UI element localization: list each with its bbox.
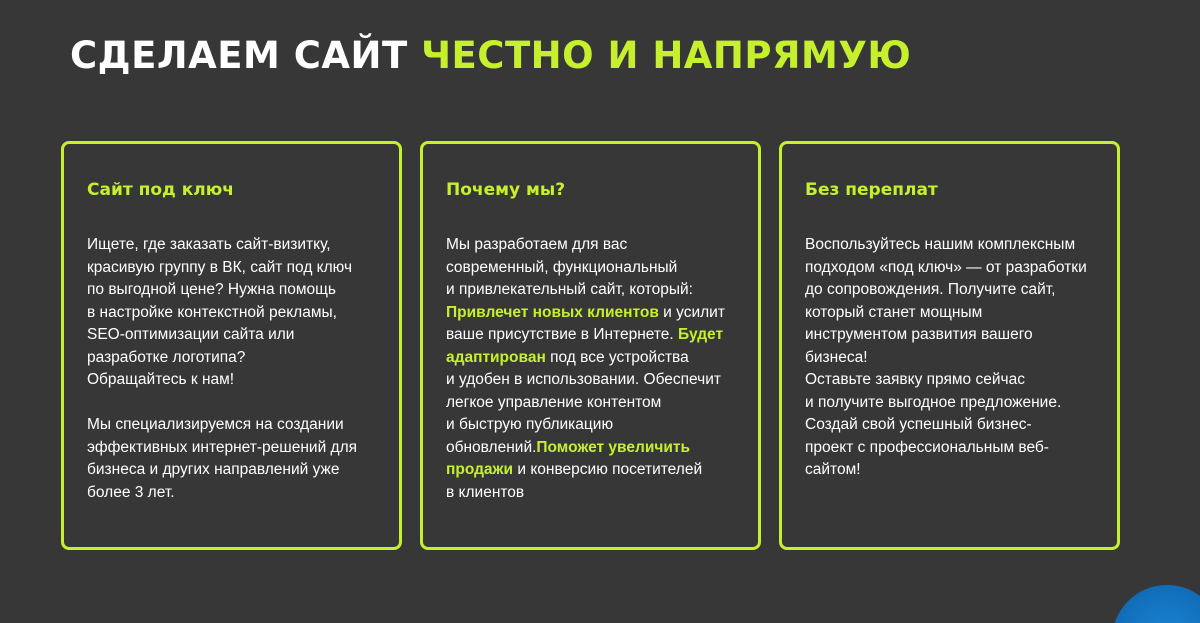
heading-white-part: СДЕЛАЕМ САЙТ bbox=[70, 34, 408, 77]
card-text-line: разработке логотипа? bbox=[87, 348, 246, 366]
text-fragment: и усилит bbox=[658, 303, 725, 321]
text-fragment: под все устройства bbox=[545, 348, 689, 366]
card-text-line: красивую группу в ВК, сайт под ключ bbox=[87, 258, 353, 276]
highlight-text: продажи bbox=[446, 461, 514, 478]
card-text-line: в клиентов bbox=[446, 483, 525, 501]
card-text-line: бизнеса! bbox=[805, 348, 868, 366]
highlight-text: адаптирован bbox=[446, 348, 546, 366]
card-text bbox=[87, 234, 377, 504]
card-text-line: по выгодной цене? Нужна помощь bbox=[87, 281, 336, 298]
card-text-line: SEO-оптимизации сайта или bbox=[87, 326, 295, 343]
card-text-line: подходом «под ключ» — от разработки bbox=[805, 258, 1087, 276]
card-no-overpay bbox=[779, 141, 1120, 550]
card-text-line: в настройке контекстной рекламы, bbox=[87, 303, 337, 321]
card-title: Без переплат bbox=[805, 180, 938, 200]
card-text-line: Обращайтесь к нам! bbox=[87, 371, 235, 388]
card-text-line: современный, функциональный bbox=[446, 258, 678, 276]
card-title: Почему мы? bbox=[446, 180, 566, 200]
card-text-line: Ищете, где заказать сайт-визитку, bbox=[87, 236, 331, 253]
card-text bbox=[446, 234, 736, 504]
highlight-text: Будет bbox=[678, 326, 724, 343]
highlight-text: Поможет увеличить bbox=[536, 438, 691, 456]
card-text-line bbox=[446, 459, 736, 482]
card-text-line: и получите выгодное предложение. bbox=[805, 393, 1062, 411]
card-text-line: Мы специализируемся на создании bbox=[87, 416, 344, 433]
paragraph-gap bbox=[87, 392, 377, 415]
card-text-line: Оставьте заявку прямо сейчас bbox=[805, 371, 1025, 388]
card-text-line: бизнеса и других направлений уже bbox=[87, 461, 340, 478]
text-fragment: ваше присутствие в Интернете. bbox=[446, 326, 679, 343]
card-text-line: и быструю публикацию bbox=[446, 416, 614, 433]
card-text bbox=[805, 234, 1095, 482]
cards-row bbox=[61, 141, 1121, 550]
card-text-line: эффективных интернет-решений для bbox=[87, 438, 358, 456]
card-text-line: Мы разработаем для вас bbox=[446, 236, 628, 253]
card-text-line: и привлекательный сайт, который: bbox=[446, 281, 693, 298]
card-text-line: сайтом! bbox=[805, 461, 861, 478]
card-title: Сайт под ключ bbox=[87, 180, 234, 200]
card-text-line: который станет мощным bbox=[805, 303, 983, 321]
card-text-line: инструментом развития вашего bbox=[805, 326, 1033, 343]
text-fragment: обновлений. bbox=[446, 438, 537, 456]
text-fragment: и конверсию посетителей bbox=[513, 461, 703, 478]
card-why-us bbox=[420, 141, 761, 550]
card-text-line: Создай свой успешный бизнес- bbox=[805, 416, 1032, 433]
heading-accent-part: ЧЕСТНО И НАПРЯМУЮ bbox=[421, 34, 912, 77]
card-text-line: Воспользуйтесь нашим комплексным bbox=[805, 236, 1076, 253]
card-text-line: более 3 лет. bbox=[87, 483, 175, 501]
decorative-blue-blob bbox=[1112, 585, 1200, 623]
card-text-line: до сопровождения. Получите сайт, bbox=[805, 281, 1056, 298]
highlight-text: Привлечет новых клиентов bbox=[446, 303, 659, 321]
section-heading bbox=[70, 32, 911, 80]
card-text-line: и удобен в использовании. Обеспечит bbox=[446, 371, 721, 388]
card-text-line: проект с профессиональным веб- bbox=[805, 438, 1049, 456]
card-text-line: легкое управление контентом bbox=[446, 393, 662, 411]
card-text-line bbox=[446, 437, 736, 460]
card-text-line bbox=[446, 347, 736, 370]
card-turnkey-site bbox=[61, 141, 402, 550]
card-text-line bbox=[446, 302, 736, 325]
card-text-line bbox=[446, 324, 736, 347]
